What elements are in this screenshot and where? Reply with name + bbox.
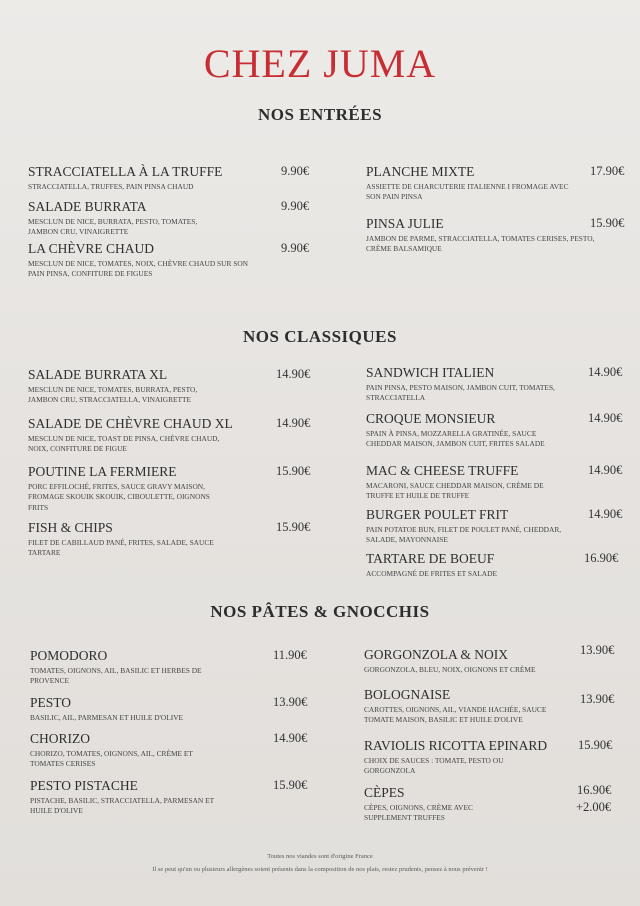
- item-price: 15.90€: [578, 738, 613, 752]
- menu-item: [366, 411, 630, 450]
- menu-item: [28, 367, 318, 406]
- menu-item: [364, 738, 630, 777]
- item-description: ACCOMPAGNÉ DE FRITES ET SALADE: [366, 569, 497, 578]
- item-name: MAC & CHEESE TRUFFE: [366, 463, 519, 478]
- item-price: 13.90€: [580, 643, 615, 657]
- item-price: 14.90€: [588, 365, 623, 379]
- menu-item: [30, 695, 320, 723]
- item-description: GORGONZOLA, BLEU, NOIX, OIGNONS ET CRÈME: [364, 665, 536, 674]
- menu-item: [28, 241, 318, 280]
- footer-allergen-note: Il se peut qu'un ou plusieurs allergènes soient présents dans la composition de nos plats, restez prudents, pensez à nous prévenir !: [152, 866, 488, 873]
- item-price: 15.90€: [273, 778, 308, 792]
- item-price: 9.90€: [281, 164, 310, 178]
- item-price: 16.90€: [577, 783, 612, 797]
- item-name: LA CHÈVRE CHAUD: [28, 241, 155, 256]
- menu-item: [28, 464, 318, 513]
- item-price: 17.90€: [590, 164, 625, 178]
- section-title-entrees: NOS ENTRÉES: [257, 105, 383, 124]
- item-description: CAROTTES, OIGNONS, AIL, VIANDE HACHÉE, SAUCE TOMATE MAISON, BASILIC ET HUILE D'OLIVE: [364, 705, 547, 725]
- item-name: PINSA JULIE: [366, 216, 444, 231]
- item-description: ASSIETTE DE CHARCUTERIE ITALIENNE I FROMAGE AVEC SON PAIN PINSA: [366, 182, 569, 202]
- item-price: 13.90€: [273, 695, 308, 709]
- item-name: BOLOGNAISE: [364, 687, 451, 702]
- item-name: FISH & CHIPS: [28, 520, 113, 535]
- item-price: 15.90€: [276, 520, 311, 534]
- item-description: PAIN PINSA, PESTO MAISON, JAMBON CUIT, TOMATES, STRACCIATELLA: [366, 383, 555, 403]
- item-price: 16.90€: [584, 551, 619, 565]
- item-name: POMODORO: [30, 648, 108, 663]
- item-description: CHORIZO, TOMATES, OIGNONS, AIL, CRÈME ET TOMATES CERISES: [30, 749, 193, 769]
- item-description: MESCLUN DE NICE, TOMATES, BURRATA, PESTO, JAMBON CRU, STRACCIATELLA, VINAIGRETTE: [28, 385, 198, 405]
- item-description: CÈPES, OIGNONS, CRÈME AVEC SUPPLEMENT TRUFFES: [364, 803, 473, 823]
- item-price: 15.90€: [590, 216, 625, 230]
- menu-item: [366, 365, 630, 404]
- item-price: 14.90€: [588, 411, 623, 425]
- item-name: SALADE BURRATA XL: [28, 367, 168, 382]
- section-title-classiques: NOS CLASSIQUES: [243, 327, 397, 346]
- item-price: 14.90€: [588, 463, 623, 477]
- item-price: 13.90€: [580, 692, 615, 706]
- item-description: MESCLUN DE NICE, TOMATES, NOIX, CHÈVRE CHAUD SUR SON PAIN PINSA, CONFITURE DE FIGUES: [28, 259, 249, 279]
- item-name: SALADE DE CHÈVRE CHAUD XL: [28, 416, 233, 431]
- item-description: PISTACHE, BASILIC, STRACCIATELLA, PARMESAN ET HUILE D'OLIVE: [30, 796, 214, 816]
- menu-item: [364, 785, 630, 824]
- menu-item: [30, 648, 320, 687]
- item-description: BASILIC, AIL, PARMESAN ET HUILE D'OLIVE: [30, 713, 184, 722]
- item-name: CHORIZO: [30, 731, 90, 746]
- item-description: MESCLUN DE NICE, TOAST DE PINSA, CHÈVRE CHAUD, NOIX, CONFITURE DE FIGUE: [28, 434, 220, 454]
- restaurant-title: CHEZ JUMA: [203, 41, 437, 86]
- item-name: GORGONZOLA & NOIX: [364, 647, 508, 662]
- item-price: 11.90€: [273, 648, 307, 662]
- item-price-supplement: +2.00€: [576, 800, 612, 814]
- item-description: MACARONI, SAUCE CHEDDAR MAISON, CRÈME DE TRUFFE ET HUILE DE TRUFFE: [366, 481, 544, 501]
- item-price: 15.90€: [276, 464, 311, 478]
- menu-item: [366, 463, 630, 502]
- item-name: PLANCHE MIXTE: [366, 164, 475, 179]
- item-description: FILET DE CABILLAUD PANÉ, FRITES, SALADE, SAUCE TARTARE: [28, 538, 214, 558]
- item-price: 14.90€: [588, 507, 623, 521]
- item-description: TOMATES, OIGNONS, AIL, BASILIC ET HERBES DE PROVENCE: [30, 666, 202, 686]
- menu-item: [366, 507, 630, 546]
- item-description: MESCLUN DE NICE, BURRATA, PESTO, TOMATES, JAMBON CRU, VINAIGRETTE: [28, 217, 198, 237]
- item-price: 14.90€: [276, 367, 311, 381]
- footer-origin-note: Toutes nos viandes sont d'origine France: [267, 853, 373, 860]
- item-name: BURGER POULET FRIT: [366, 507, 509, 522]
- item-name: SANDWICH ITALIEN: [366, 365, 495, 380]
- item-name: SALADE BURRATA: [28, 199, 147, 214]
- menu-item: [28, 199, 318, 238]
- menu-item: [30, 778, 320, 817]
- item-price: 14.90€: [276, 416, 311, 430]
- item-description: PORC EFFILOCHÉ, FRITES, SAUCE GRAVY MAISON, FROMAGE SKOUIK SKOUIK, CIBOULETTE, OIGNONS FRITS: [28, 482, 210, 512]
- menu-item: [30, 731, 320, 770]
- item-name: STRACCIATELLA À LA TRUFFE: [28, 164, 223, 179]
- menu-item: [28, 416, 318, 455]
- item-name: CÈPES: [364, 785, 405, 800]
- menu-item: [28, 164, 318, 192]
- item-description: STRACCIATELLA, TRUFFES, PAIN PINSA CHAUD: [28, 182, 194, 191]
- item-name: POUTINE LA FERMIERE: [28, 464, 177, 479]
- menu-item: [364, 643, 630, 675]
- item-price: 9.90€: [281, 199, 310, 213]
- item-description: PAIN POTATOE BUN, FILET DE POULET PANÉ, CHEDDAR, SALADE, MAYONNAISE: [366, 525, 562, 545]
- menu-item: [366, 216, 630, 255]
- menu-item: [364, 687, 630, 726]
- item-price: 9.90€: [281, 241, 310, 255]
- section-title-pates: NOS PÂTES & GNOCCHIS: [210, 602, 430, 621]
- menu-item: [366, 551, 630, 579]
- item-price: 14.90€: [273, 731, 308, 745]
- menu-item: [28, 520, 318, 559]
- item-name: CROQUE MONSIEUR: [366, 411, 496, 426]
- item-name: PESTO PISTACHE: [30, 778, 138, 793]
- item-description: CHOIX DE SAUCES : TOMATE, PESTO OU GORGONZOLA: [364, 756, 504, 776]
- item-name: PESTO: [30, 695, 72, 710]
- item-description: JAMBON DE PARME, STRACCIATELLA, TOMATES CERISES, PESTO, CRÈME BALSAMIQUE: [366, 234, 595, 254]
- item-name: TARTARE DE BOEUF: [366, 551, 495, 566]
- item-description: SPAIN À PINSA, MOZZARELLA GRATINÉE, SAUCE CHEDDAR MAISON, JAMBON CUIT, FRITES SALADE: [366, 429, 545, 449]
- menu-item: [366, 164, 630, 203]
- item-name: RAVIOLIS RICOTTA EPINARD: [364, 738, 548, 753]
